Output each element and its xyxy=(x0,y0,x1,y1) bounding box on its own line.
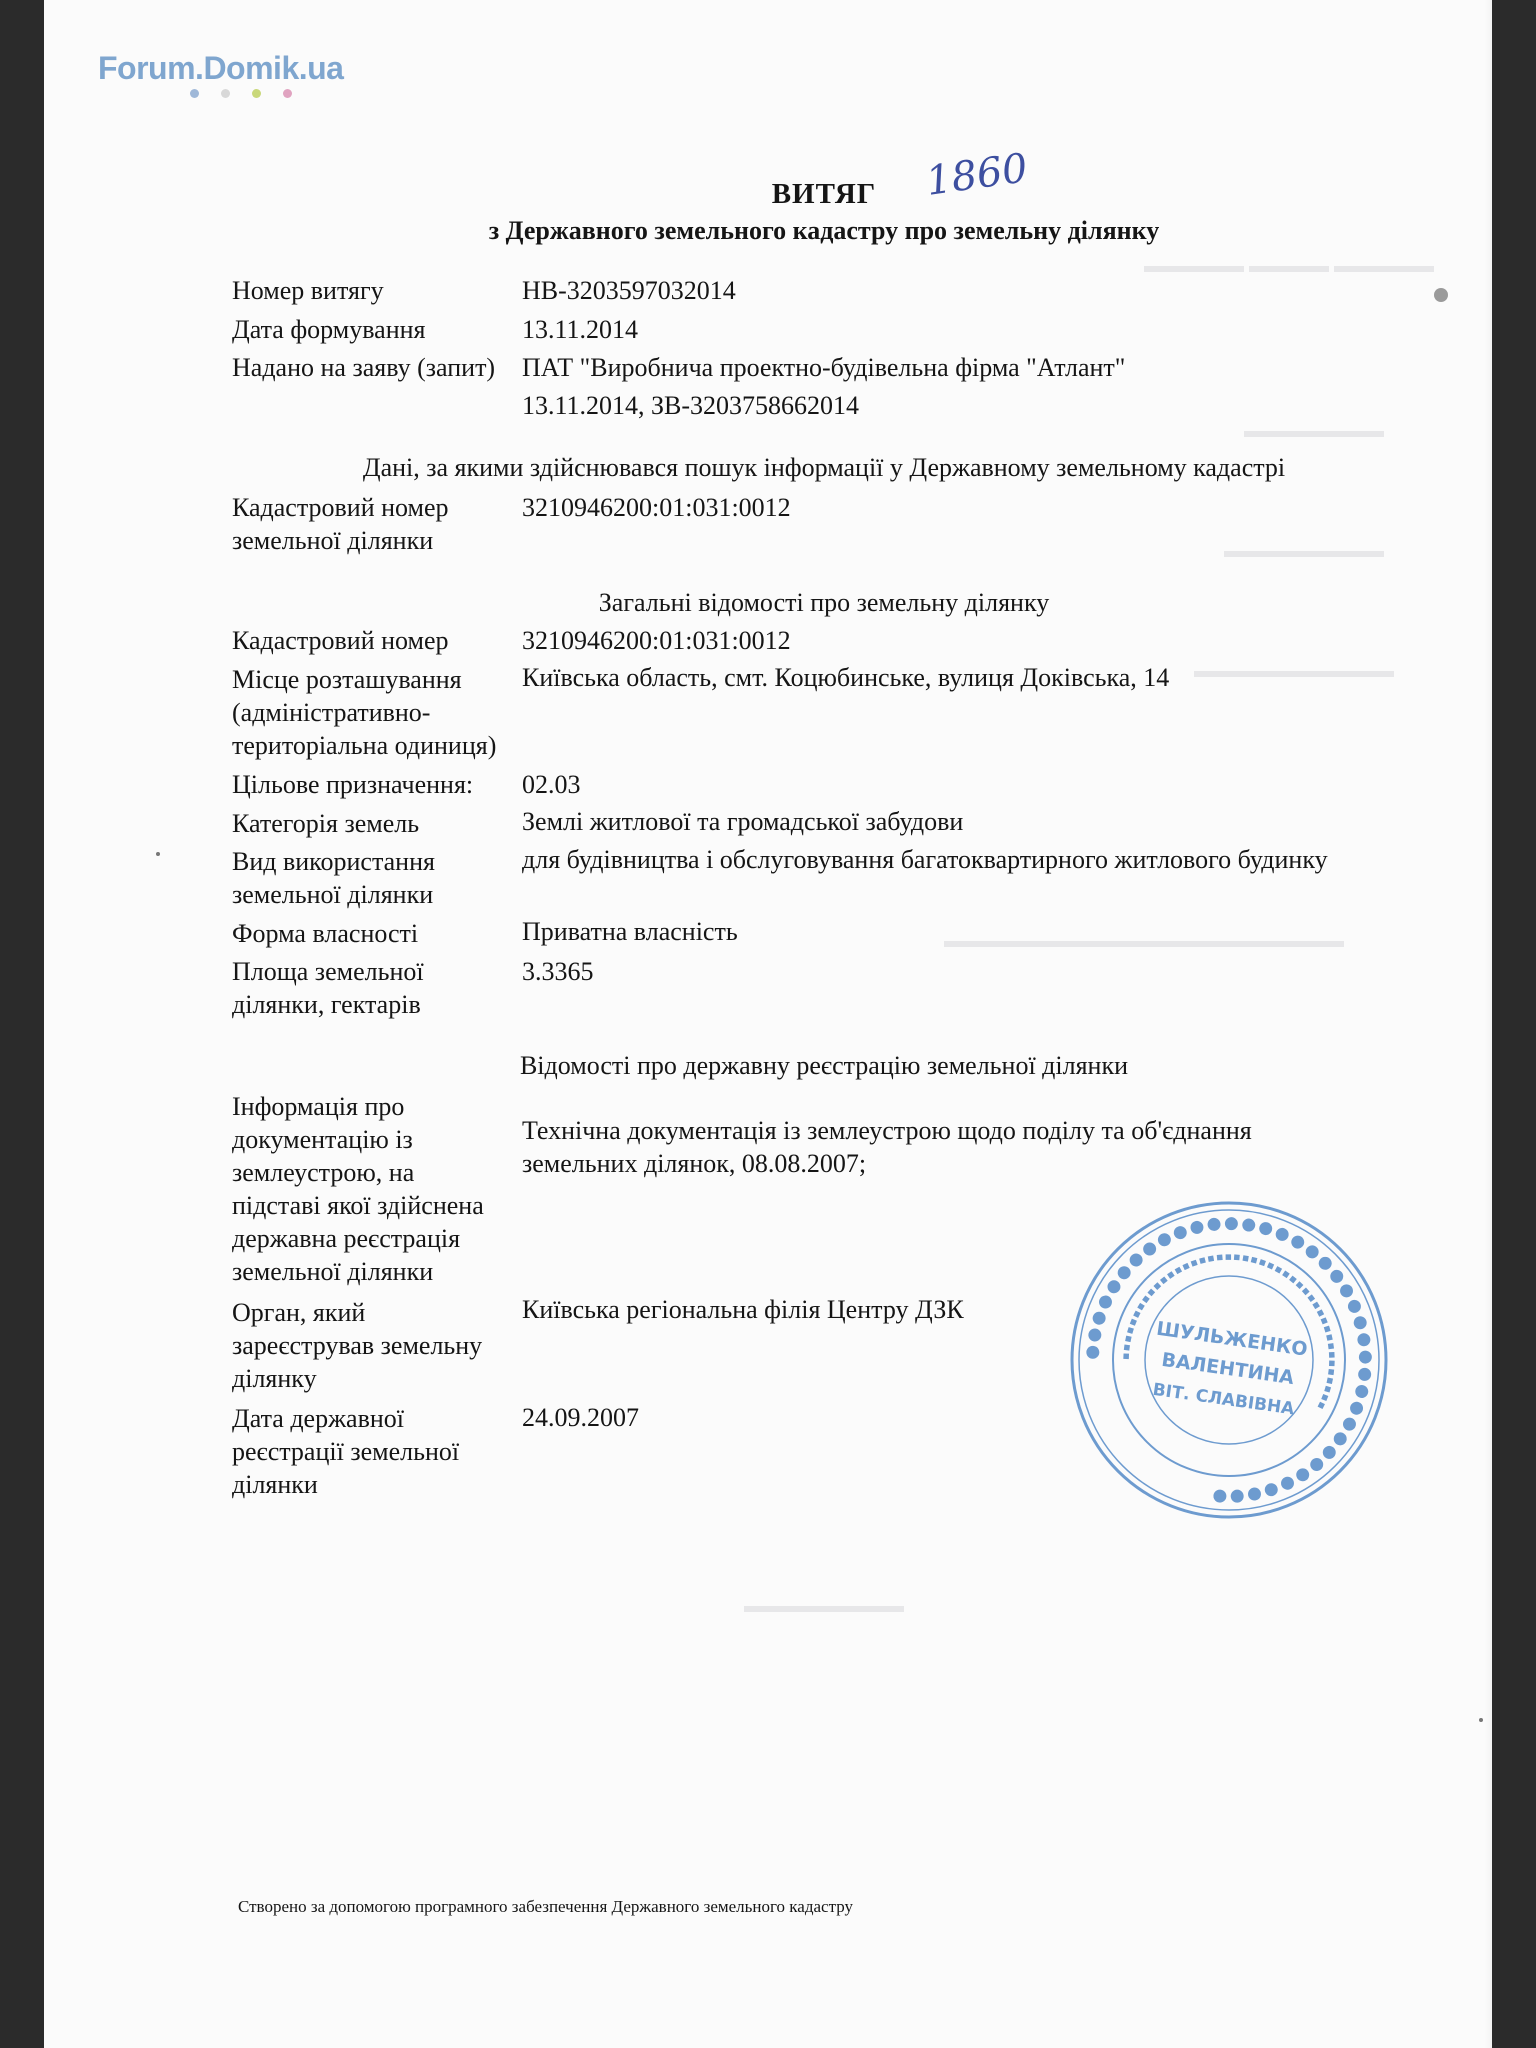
scan-speck xyxy=(1479,1718,1483,1722)
doc-label-3: землеустрою, на xyxy=(232,1158,415,1187)
formation-date-value: 13.11.2014 xyxy=(522,315,639,344)
watermark-dot xyxy=(283,89,292,98)
search-cadastral-label-1: Кадастровий номер xyxy=(232,493,449,522)
extract-number-value: НВ-3203597032014 xyxy=(522,276,736,305)
cadastral-number-label: Кадастровий номер xyxy=(232,626,449,655)
forum-watermark xyxy=(98,50,368,98)
doc-label-4: підставі якої здійснена xyxy=(232,1191,484,1220)
scan-speck xyxy=(1434,288,1448,302)
general-section-heading: Загальні відомості про земельну ділянку xyxy=(598,588,1050,617)
bleed-through-text: ▬▬▬▬▬▬▬ xyxy=(1244,420,1384,442)
bleed-through-text: ▬▬▬▬▬▬▬▬▬▬ xyxy=(1194,660,1394,682)
doc-label-5: державна реєстрація xyxy=(232,1224,461,1253)
search-section-heading: Дані, за якими здійснювався пошук інформації у Державному земельному кадастрі xyxy=(362,453,1286,482)
date-value: 24.09.2007 xyxy=(522,1403,639,1432)
ownership-label: Форма власності xyxy=(232,919,419,948)
handwritten-number: 1860 xyxy=(923,145,1031,205)
svg-text:▪▪▪▪▪▪▪▪▪▪▪▪▪▪▪▪▪▪▪▪▪▪▪▪▪▪▪▪▪▪: ▪▪▪▪▪▪▪▪▪▪▪▪▪▪▪▪▪▪▪▪▪▪▪▪▪▪▪▪▪▪▪▪▪▪▪▪▪▪▪▪▪▪▪ xyxy=(1118,1249,1340,1413)
location-label-3: територіальна одиниця) xyxy=(232,731,497,760)
doc-value-1: Технічна документація із землеустрою щодо поділу та об'єднання xyxy=(522,1116,1252,1145)
org-value: Київська регіональна філія Центру ДЗК xyxy=(522,1295,964,1324)
bleed-through-text: ▬▬▬▬▬ ▬▬▬▬ ▬▬▬▬▬ xyxy=(1144,255,1434,277)
usage-label-2: земельної ділянки xyxy=(232,880,434,909)
cadastral-number-value: 3210946200:01:031:0012 xyxy=(522,626,791,655)
watermark-dots xyxy=(190,89,368,98)
request-value-line2: 13.11.2014, ЗВ-3203758662014 xyxy=(522,391,860,420)
watermark-dot xyxy=(252,89,261,98)
formation-date-label: Дата формування xyxy=(232,315,426,344)
document-page xyxy=(44,0,1492,2048)
bleed-through-text: ▬▬▬▬▬▬▬▬ xyxy=(1224,540,1384,562)
watermark-dot xyxy=(221,89,230,98)
location-label-2: (адміністративно- xyxy=(232,698,431,727)
date-label-3: ділянки xyxy=(232,1470,318,1499)
search-cadastral-label-2: земельної ділянки xyxy=(232,526,434,555)
location-label-1: Місце розташування xyxy=(232,665,462,694)
stamp-line-2: ВАЛЕНТИНА xyxy=(1160,1348,1296,1390)
purpose-label: Цільове призначення: xyxy=(232,770,474,799)
org-label-2: зареєстрував земельну xyxy=(232,1331,483,1360)
request-label: Надано на заяву (запит) xyxy=(232,353,496,382)
bleed-through-text: ▬▬▬▬▬▬▬▬▬▬▬▬▬▬▬▬▬▬▬▬ xyxy=(944,930,1344,952)
document-subtitle: з Державного земельного кадастру про земельну ділянку xyxy=(488,216,1160,245)
doc-label-2: документацію із xyxy=(232,1125,413,1154)
watermark-text: Forum.Domik.ua xyxy=(98,50,344,86)
date-label-2: реєстрації земельної xyxy=(232,1437,460,1466)
watermark-dot xyxy=(190,89,199,98)
search-cadastral-value: 3210946200:01:031:0012 xyxy=(522,493,791,522)
extract-number-label: Номер витягу xyxy=(232,276,384,305)
area-label-2: ділянки, гектарів xyxy=(232,990,421,1019)
category-value: Землі житлової та громадської забудови xyxy=(522,807,964,836)
area-value: 3.3365 xyxy=(522,957,594,986)
footer-note: Створено за допомогою програмного забезпечення Державного земельного кадастру xyxy=(238,1897,854,1916)
org-label-3: ділянку xyxy=(232,1364,317,1393)
doc-label-1: Інформація про xyxy=(232,1092,405,1121)
doc-value-2: земельних ділянок, 08.08.2007; xyxy=(522,1149,867,1178)
stamp-line-3: ВІТ. СЛАВІВНА xyxy=(1151,1379,1296,1420)
location-value: Київська область, смт. Коцюбинське, вулиця Доківська, 14 xyxy=(522,663,1170,692)
stamp-line-1: ШУЛЬЖЕНКО xyxy=(1155,1317,1309,1361)
area-label-1: Площа земельної xyxy=(232,957,424,986)
usage-label-1: Вид використання xyxy=(232,847,435,876)
official-stamp xyxy=(1064,1195,1394,1525)
svg-text:●●●●●●●●●●●●●●●●●●●●●●●●●●●●●●: ●●●●●●●●●●●●●●●●●●●●●●●●●●●●●●●●●●●●●● xyxy=(1081,1212,1377,1508)
category-label: Категорія земель xyxy=(232,809,420,838)
org-label-1: Орган, який xyxy=(232,1298,366,1327)
date-label-1: Дата державної xyxy=(232,1404,405,1433)
document-title: ВИТЯГ xyxy=(771,178,877,210)
scan-speck xyxy=(156,852,160,856)
bleed-through-text: ▬▬▬▬▬▬▬▬ xyxy=(744,1595,904,1617)
request-value: ПАТ "Виробнича проектно-будівельна фірма "Атлант" xyxy=(522,353,1126,382)
ownership-value: Приватна власність xyxy=(522,917,738,946)
usage-value: для будівництва і обслуговування багатоквартирного житлового будинку xyxy=(522,845,1328,874)
purpose-value: 02.03 xyxy=(522,770,581,799)
doc-label-6: земельної ділянки xyxy=(232,1257,434,1286)
page-edge-shadow xyxy=(1484,0,1492,2048)
registration-section-heading: Відомості про державну реєстрацію земельної ділянки xyxy=(519,1051,1129,1080)
